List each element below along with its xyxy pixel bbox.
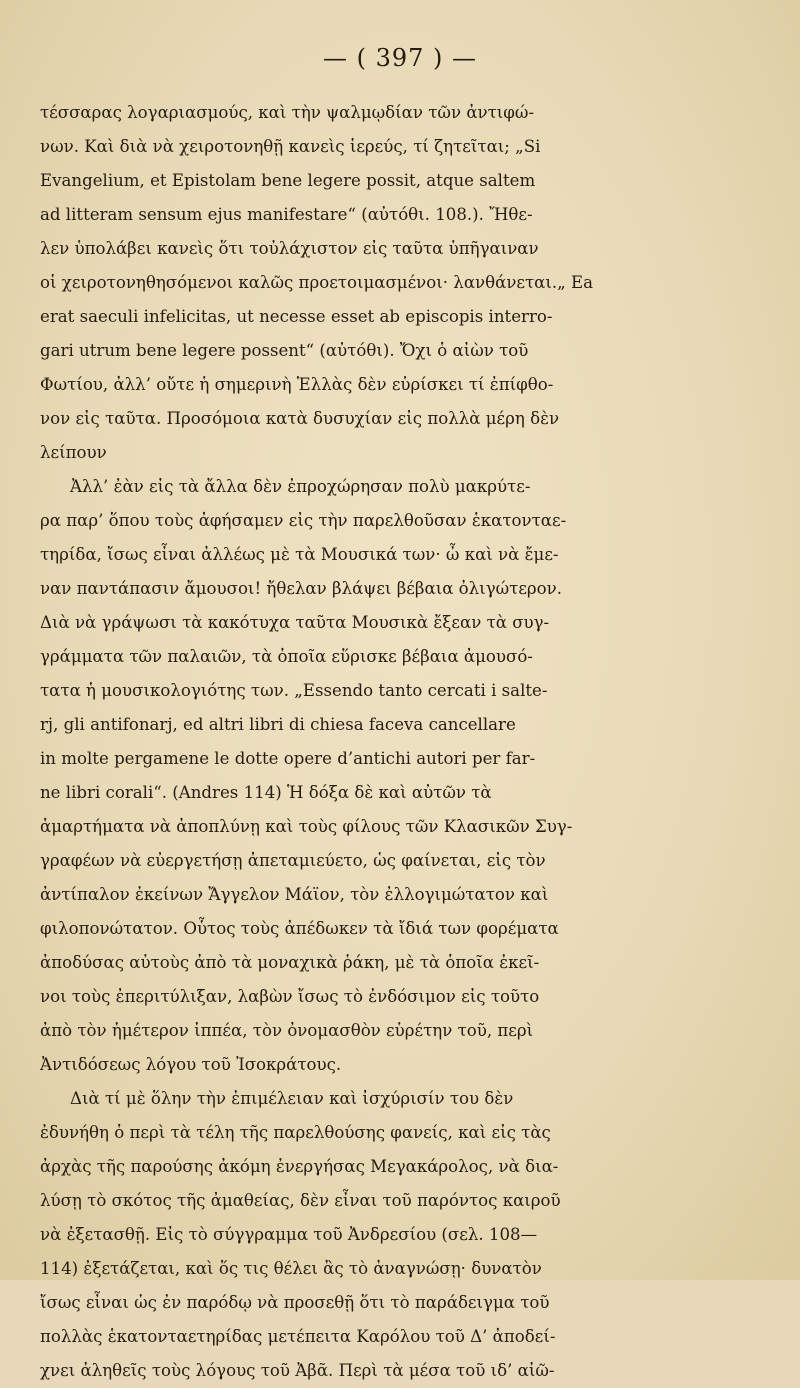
- text-line: ἀποδύσας αὐτοὺς ἀπὸ τὰ μοναχικὰ ῥάκη, μὲ τὰ ὁποῖα ἐκεῖ-: [40, 953, 540, 972]
- text-line: τατα ἡ μουσικολογιότης των. „Essendo tanto cercati i salte-: [40, 681, 548, 700]
- text-line: τέσσαρας λογαριασμούς, καὶ τὴν ψαλμῳδίαν τῶν ἀντιφώ-: [40, 103, 535, 122]
- text-line: Ἀλλ’ ἐὰν εἰς τὰ ἄλλα δὲν ἐπροχώρησαν πολὺ μακρύτε-: [70, 477, 531, 496]
- text-line: νων. Καὶ διὰ νὰ χειροτονηθῇ κανεὶς ἱερεύς, τί ζητεῖται; „Si: [40, 137, 541, 156]
- text-line: οἱ χειροτονηθησόμενοι καλῶς προετοιμασμένοι· λανθάνεται.„ Ea: [40, 273, 594, 292]
- text-line: Διὰ τί μὲ ὅλην τὴν ἐπιμέλειαν καὶ ἰσχύρισίν του δὲν: [70, 1089, 514, 1108]
- text-line: ἴσως εἶναι ὡς ἐν παρόδῳ νὰ προσεθῇ ὅτι τὸ παράδειγμα τοῦ: [40, 1293, 550, 1312]
- text-line: τηρίδα, ἴσως εἶναι ἀλλέως μὲ τὰ Μουσικά των· ὦ καὶ νὰ ἔμε-: [40, 545, 559, 564]
- text-line: 114) ἐξετάζεται, καὶ ὅς τις θέλει ἂς τὸ ἀναγνώσῃ· δυνατὸν: [40, 1259, 542, 1278]
- text-line: Evangelium, et Epistolam bene legere possit, atque saltem: [40, 171, 536, 190]
- text-line: ad litteram sensum ejus manifestare“ (αὐτόθι. 108.). Ἤθε-: [40, 205, 533, 224]
- text-line: ἐδυνήθη ὁ περὶ τὰ τέλη τῆς παρελθούσης φανείς, καὶ εἰς τὰς: [40, 1123, 551, 1142]
- text-line: gari utrum bene legere possent“ (αὐτόθι). Ὄχι ὁ αἰὼν τοῦ: [40, 341, 529, 360]
- text-line: νοι τοὺς ἐπεριτύλιξαν, λαβὼν ἴσως τὸ ἐνδόσιμον εἰς τοῦτο: [40, 987, 540, 1006]
- text-line: in molte pergamene le dotte opere d’antichi autori per far-: [40, 749, 536, 768]
- text-line: Διὰ νὰ γράψωσι τὰ κακότυχα ταῦτα Μουσικὰ ἔξεαν τὰ συγ-: [40, 613, 550, 632]
- text-line: νὰ ἐξετασθῇ. Εἰς τὸ σύγγραμμα τοῦ Ἀνδρεσίου (σελ. 108—: [40, 1225, 538, 1244]
- text-line: ναν παντάπασιν ἄμουσοι! ἤθελαν βλάψει βέβαια ὀλιγώτερον.: [40, 579, 563, 598]
- text-line: πολλὰς ἑκατονταετηρίδας μετέπειτα Καρόλου τοῦ Δ’ ἀποδεί-: [40, 1327, 556, 1346]
- page-number-header: — ( 397 ) —: [322, 44, 478, 72]
- body-text: [40, 96, 670, 1388]
- text-line: γραφέων νὰ εὐεργετήσῃ ἀπεταμιεύετο, ὡς φαίνεται, εἰς τὸν: [40, 851, 546, 870]
- text-line: ἀπὸ τὸν ἡμέτερον ἱππέα, τὸν ὀνομασθὸν εὑρέτην τοῦ, περὶ: [40, 1021, 534, 1040]
- text-line: ἀρχὰς τῆς παρούσης ἀκόμη ἐνεργήσας Μεγακάρολος, νὰ δια-: [40, 1157, 559, 1176]
- text-line: λύσῃ τὸ σκότος τῆς ἀμαθείας, δὲν εἶναι τοῦ παρόντος καιροῦ: [40, 1191, 561, 1210]
- text-line: λεν ὑπολάβει κανεὶς ὅτι τοὐλάχιστον εἰς ταῦτα ὑπῆγαιναν: [40, 239, 539, 258]
- text-line: ne libri corali“. (Andres 114) Ἡ δόξα δὲ καὶ αὐτῶν τὰ: [40, 783, 492, 802]
- text-line: rj, gli antifonarj, ed altri libri di chiesa faceva cancellare: [40, 715, 516, 734]
- text-line: Φωτίου, ἀλλ’ οὔτε ἡ σημερινὴ Ἑλλὰς δὲν εὑρίσκει τί ἐπίφθο-: [40, 375, 554, 394]
- text-line: χνει ἀληθεῖς τοὺς λόγους τοῦ Ἀβᾶ. Περὶ τὰ μέσα τοῦ ιδ’ αἰῶ-: [40, 1361, 555, 1380]
- text-line: erat saeculi infelicitas, ut necesse esset ab episcopis interro-: [40, 307, 553, 326]
- text-line: ἁμαρτήματα νὰ ἀποπλύνῃ καὶ τοὺς φίλους τῶν Κλασικῶν Συγ-: [40, 817, 573, 836]
- text-line: Ἀντιδόσεως λόγου τοῦ Ἰσοκράτους.: [40, 1055, 342, 1074]
- text-line: νον εἰς ταῦτα. Προσόμοια κατὰ δυσυχίαν εἰς πολλὰ μέρη δὲν: [40, 409, 560, 428]
- text-line: ἀντίπαλον ἐκείνων Ἄγγελον Μάϊον, τὸν ἐλλογιμώτατον καὶ: [40, 885, 549, 904]
- text-line: φιλοπονώτατον. Οὗτος τοὺς ἀπέδωκεν τὰ ἴδιά των φορέματα: [40, 919, 559, 938]
- text-line: λείπουν: [40, 443, 107, 462]
- text-line: γράμματα τῶν παλαιῶν, τὰ ὁποῖα εὕρισκε βέβαια ἀμουσό-: [40, 647, 533, 666]
- text-line: ρα παρ’ ὅπου τοὺς ἀφήσαμεν εἰς τὴν παρελθοῦσαν ἑκατονταε-: [40, 511, 567, 530]
